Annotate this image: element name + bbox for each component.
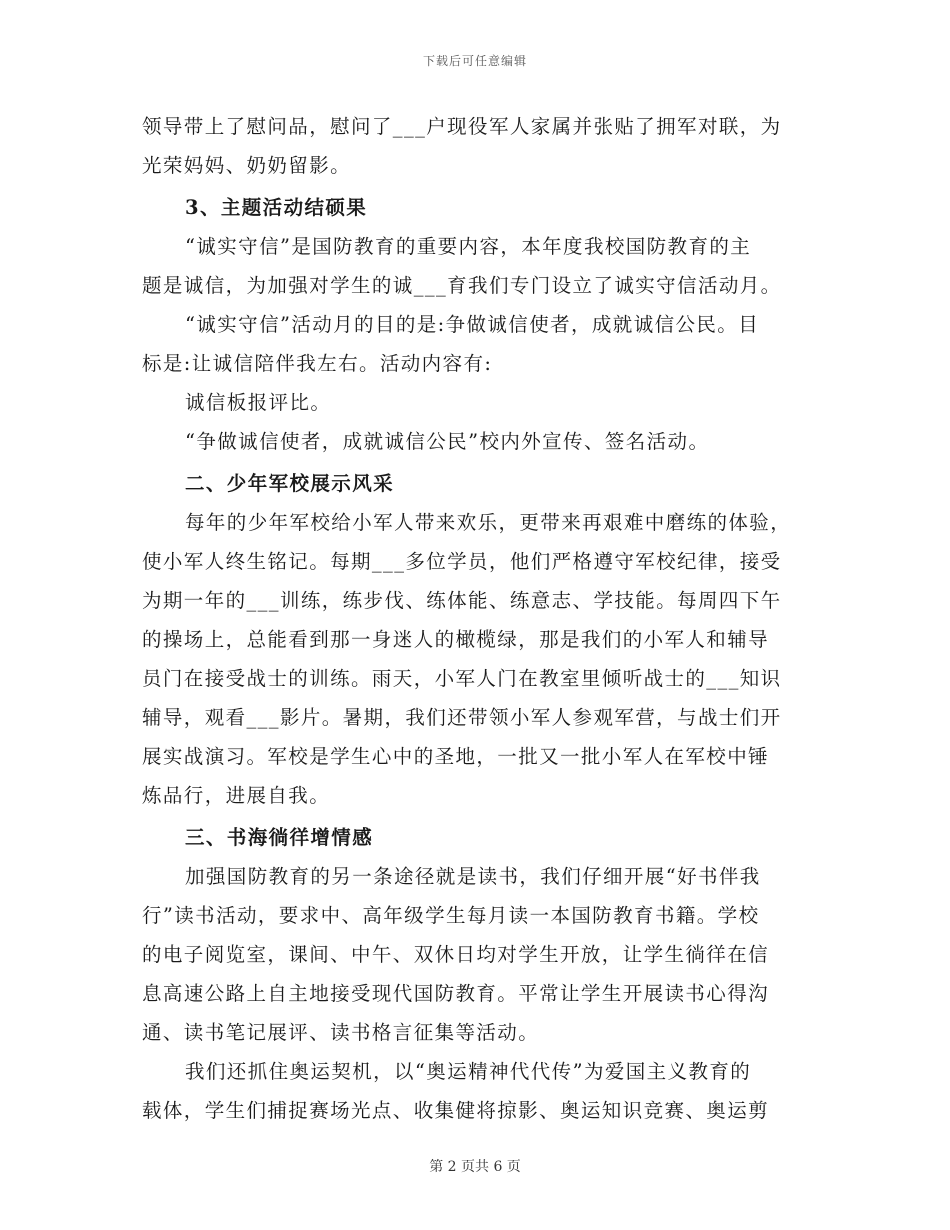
text-line: “诚实守信”是国防教育的重要内容，本年度我校国防教育的主 [185, 235, 752, 258]
text-line: 每年的少年军校给小军人带来欢乐，更带来再艰难中磨练的体验， [185, 511, 792, 534]
section-heading: 二、少年军校展示风采 [185, 472, 395, 495]
text-line: “争做诚信使者，成就诚信公民”校内外宣传、签名活动。 [185, 430, 710, 453]
page-footer: 第 2 页共 6 页 [429, 1159, 521, 1175]
text-line: 我们还抓住奥运契机，以“奥运精神代代传”为爱国主义教育的 [185, 1060, 752, 1083]
text-line: 光荣妈妈、奶奶留影。 [142, 154, 352, 177]
text-line: 员门在接受战士的训练。雨天，小军人门在教室里倾听战士的___知识 [142, 667, 782, 690]
text-line: 载体，学生们捕捉赛场光点、收集健将掠影、奥运知识竞赛、奥运剪 [142, 1099, 770, 1122]
text-line: 展实战演习。军校是学生心中的圣地，一批又一批小军人在军校中锤 [142, 745, 770, 768]
section-heading: 3、主题活动结硕果 [185, 196, 368, 219]
text-line: “诚实守信”活动月的目的是:争做诚信使者，成就诚信公民。目 [185, 313, 760, 336]
text-line: 行”读书活动，要求中、高年级学生每月读一本国防教育书籍。学校 [142, 904, 760, 927]
text-line: 使小军人终生铭记。每期___多位学员，他们严格遵守军校纪律，接受 [142, 550, 782, 573]
document-body [142, 107, 810, 1130]
text-line: 的操场上，总能看到那一身迷人的橄榄绿，那是我们的小军人和辅导 [142, 628, 770, 651]
text-line: 通、读书笔记展评、读书格言征集等活动。 [142, 1021, 540, 1044]
text-line: 的电子阅览室，课间、中午、双休日均对学生开放，让学生徜徉在信 [142, 943, 770, 966]
text-line: 炼品行，进展自我。 [142, 784, 331, 807]
text-line: 为期一年的___训练，练步伐、练体能、练意志、学技能。每周四下午 [142, 589, 782, 612]
text-line: 领导带上了慰问品，慰问了___户现役军人家属并张贴了拥军对联，为 [142, 115, 782, 138]
text-line: 诚信板报评比。 [185, 391, 332, 414]
text-line: 题是诚信，为加强对学生的诚___育我们专门设立了诚实守信活动月。 [142, 274, 782, 297]
page-header: 下载后可任意编辑 [422, 54, 527, 68]
text-line: 加强国防教育的另一条途径就是读书，我们仔细开展“好书伴我 [185, 865, 761, 888]
section-heading: 三、书海徜徉增情感 [185, 826, 374, 849]
text-line: 标是:让诚信陪伴我左右。活动内容有: [142, 352, 493, 375]
text-line: 息高速公路上自主地接受现代国防教育。平常让学生开展读书心得沟 [142, 982, 770, 1005]
text-line: 辅导，观看___影片。暑期，我们还带领小军人参观军营，与战士们开 [142, 706, 782, 729]
